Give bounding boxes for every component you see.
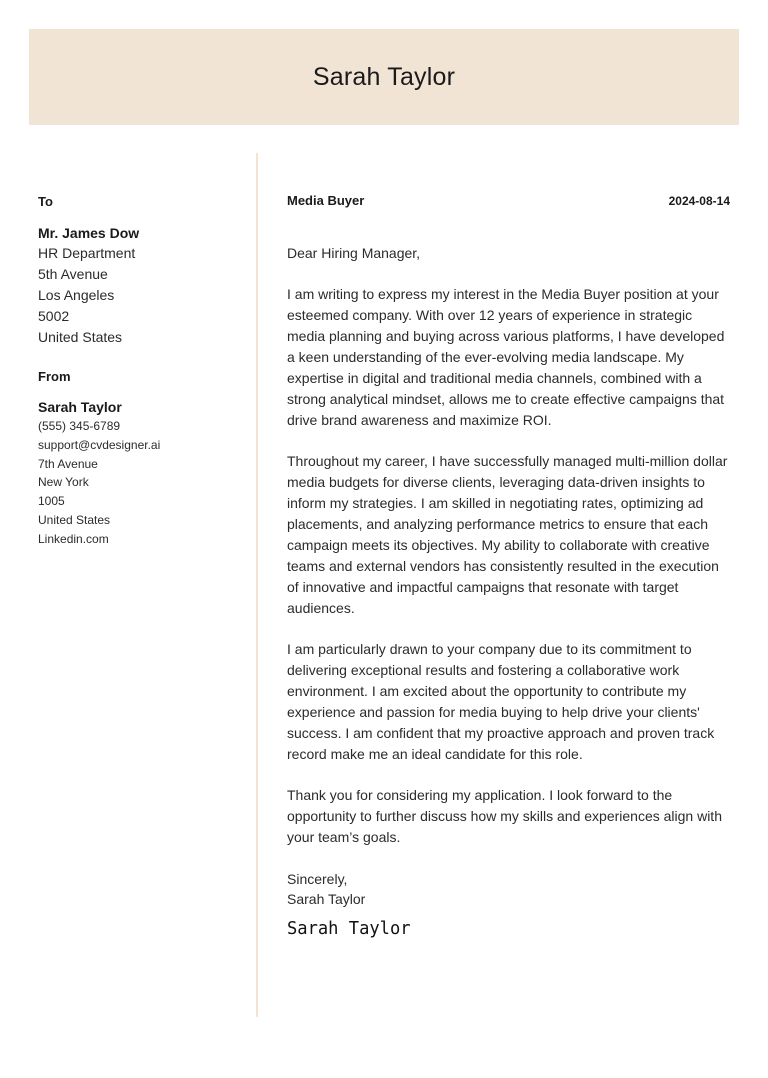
sender-postal-code: 1005 xyxy=(38,494,65,509)
header-banner xyxy=(29,29,739,125)
recipient-department: HR Department xyxy=(38,245,136,261)
paragraph-2: Throughout my career, I have successfully managed multi-million dollar media budgets for diverse clients, leveraging data-driven insights to inform my strategies. I am skilled in negotiating rates, optimizing ad placements, and analyzing performance metrics to ensure that each campaign meets its objectives. My ability to collaborate with creative teams and external vendors has consistently resulted in the execution of innovative and impactful campaigns that resonate with target audiences. xyxy=(287,453,728,616)
sender-country: United States xyxy=(38,512,111,527)
recipient-name: Mr. James Dow xyxy=(38,225,140,241)
recipient-country: United States xyxy=(38,329,123,345)
job-title: Media Buyer xyxy=(287,193,365,208)
letter-date: 2024-08-14 xyxy=(668,194,730,208)
closing-name: Sarah Taylor xyxy=(287,891,366,907)
sender-city: New York xyxy=(38,475,89,490)
applicant-name: Sarah Taylor xyxy=(312,62,456,91)
recipient-city: Los Angeles xyxy=(38,287,115,303)
closing-salutation: Sincerely, xyxy=(287,871,348,887)
from-section-title: From xyxy=(38,369,71,384)
recipient-postal-code: 5002 xyxy=(38,308,70,324)
letter-body xyxy=(287,193,730,939)
paragraph-3: I am particularly drawn to your company due to its commitment to delivering exceptional results and fostering a collaborative work environment. I am excited about the opportunity to contribute my experience and passion for media buying to help drive your clients' success. I am confident that my proactive approach and proven track record make me an ideal candidate for this role. xyxy=(287,641,715,762)
paragraph-4: Thank you for considering my application. I look forward to the opportunity to further discuss how my skills and experiences align with your team’s goals. xyxy=(287,787,722,845)
sidebar xyxy=(38,193,243,549)
sender-linkedin: Linkedin.com xyxy=(38,531,109,546)
paragraph-1: I am writing to express my interest in the Media Buyer position at your esteemed company. With over 12 years of experience in strategic media planning and buying across various platforms, I have developed a keen understanding of the ever-evolving media landscape. My expertise in digital and traditional media channels, combined with a strong analytical mindset, allows me to create effective campaigns that drive brand awareness and maximize ROI. xyxy=(287,286,725,428)
sender-street: 7th Avenue xyxy=(38,456,98,471)
closing xyxy=(287,869,730,909)
sender-email: support@cvdesigner.ai xyxy=(38,437,161,452)
sender-phone: (555) 345-6789 xyxy=(38,419,121,433)
sender-name: Sarah Taylor xyxy=(38,399,122,415)
letter-header xyxy=(287,193,730,211)
column-divider xyxy=(256,153,258,1017)
greeting: Dear Hiring Manager, xyxy=(287,245,421,261)
recipient-street: 5th Avenue xyxy=(38,266,108,282)
to-section-title: To xyxy=(38,194,53,209)
signature: Sarah Taylor xyxy=(287,918,411,939)
